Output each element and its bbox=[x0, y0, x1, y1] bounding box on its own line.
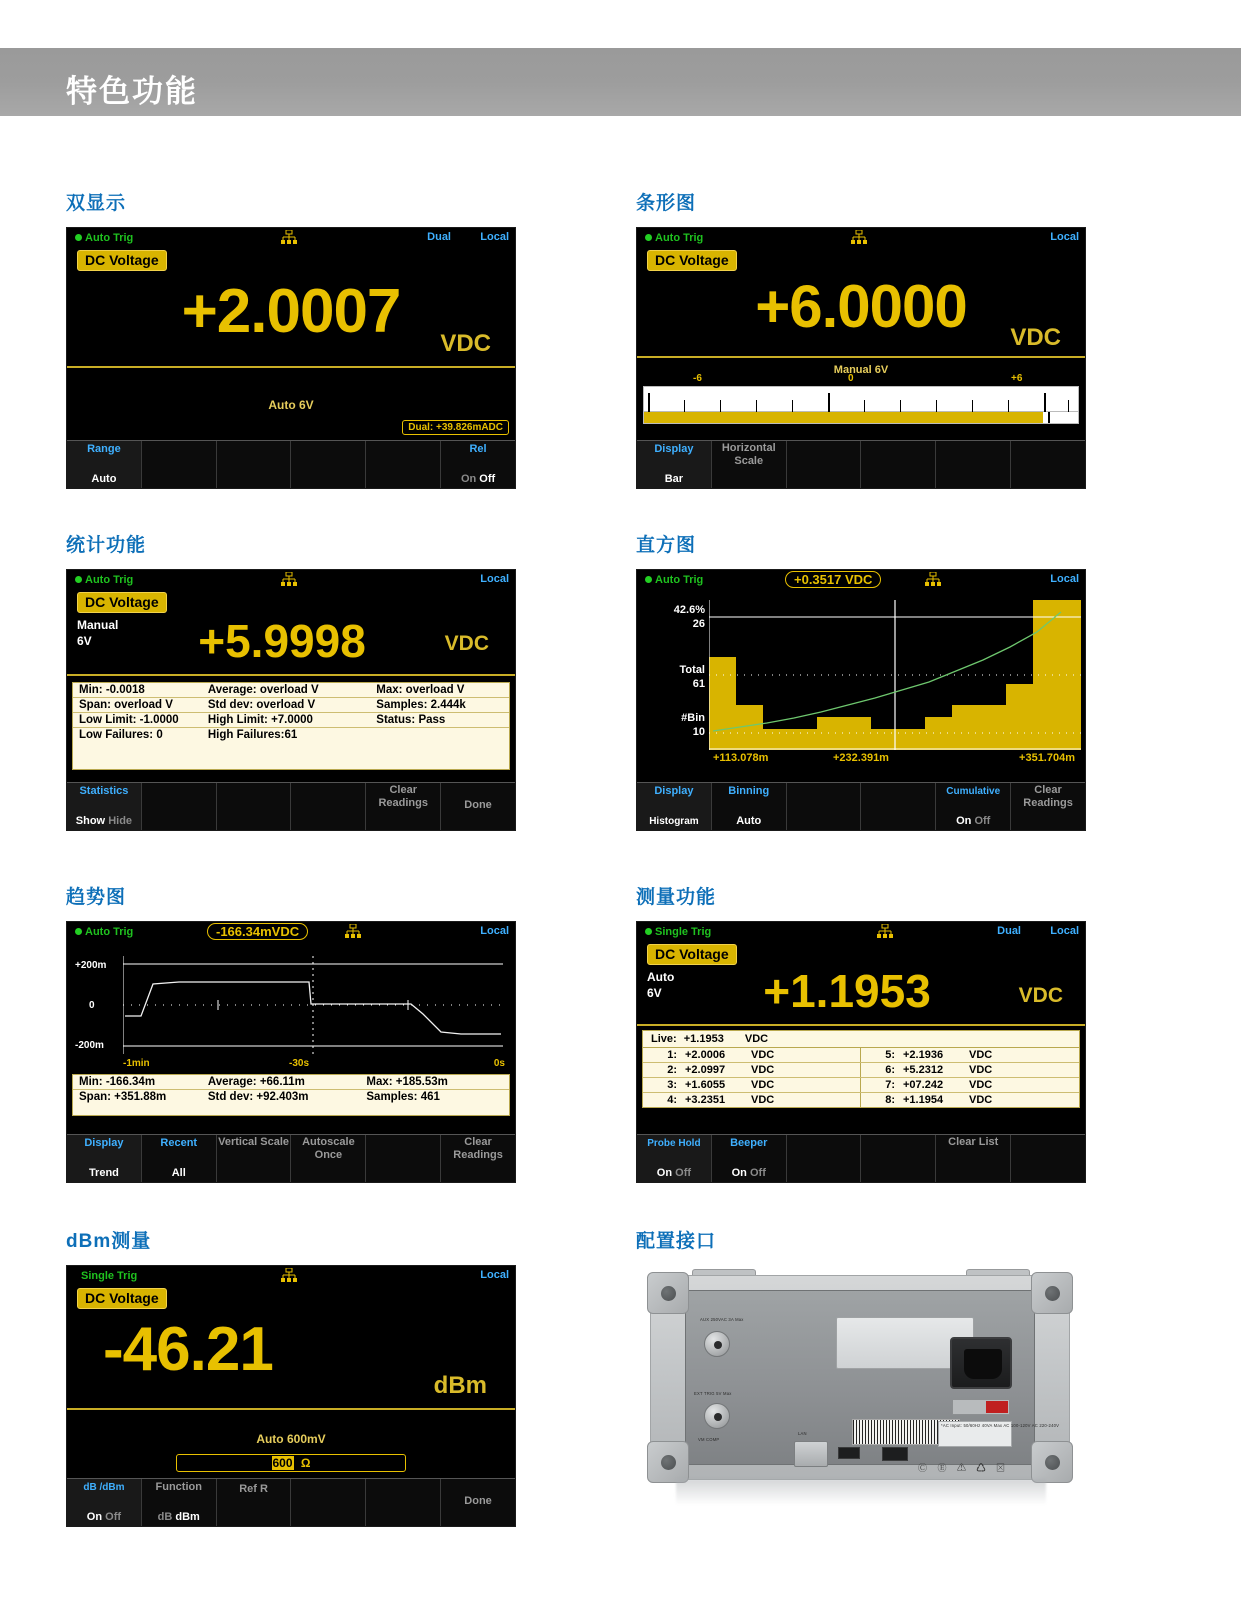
softkey-recent-label: Recent bbox=[160, 1137, 198, 1149]
softkey-cumulative-on: On bbox=[956, 815, 972, 827]
softkey-cumulative[interactable] bbox=[936, 783, 1011, 830]
trigger-led-icon bbox=[75, 928, 82, 935]
trend-average: Average: +66.11m bbox=[207, 1076, 305, 1088]
softkey-recent[interactable] bbox=[142, 1135, 217, 1182]
feature-block-dual-display bbox=[66, 188, 516, 489]
primary-unit: VDC bbox=[440, 330, 491, 357]
measurement-cell bbox=[861, 1048, 1079, 1062]
trend-stats-table bbox=[72, 1074, 510, 1116]
ac-rating-label bbox=[938, 1421, 1060, 1447]
row-unit: VDC bbox=[751, 1094, 775, 1106]
ref-resistance-value: 600 bbox=[272, 1456, 293, 1470]
block-title-dual-display: 双显示 bbox=[66, 193, 127, 214]
softkey-empty-6[interactable] bbox=[1011, 1135, 1085, 1182]
softkey-clear-readings-label: Clear Readings bbox=[378, 784, 428, 809]
instrument-chassis bbox=[650, 1275, 1070, 1480]
softkey-db-dbm-off: Off bbox=[105, 1511, 122, 1523]
network-icon bbox=[877, 924, 893, 939]
primary-reading: +1.1953 bbox=[763, 965, 931, 1017]
softkey-empty-3[interactable] bbox=[787, 441, 862, 488]
softkey-empty-2[interactable] bbox=[142, 441, 217, 488]
trend-y-label-bot: -200m bbox=[75, 1040, 104, 1051]
softkey-bar bbox=[67, 1478, 515, 1526]
trigger-mode-label: Auto Trig bbox=[85, 573, 134, 586]
row-value: +3.2351 bbox=[685, 1094, 726, 1106]
trend-plot bbox=[123, 956, 503, 1054]
softkey-horizontal-scale[interactable] bbox=[712, 441, 787, 488]
usb-device-port bbox=[838, 1447, 860, 1459]
primary-reading: +2.0007 bbox=[181, 277, 401, 346]
softkey-clear-readings[interactable] bbox=[441, 1135, 515, 1182]
function-tag: DC Voltage bbox=[77, 592, 167, 613]
softkey-statistics-value bbox=[67, 815, 141, 827]
ref-resistance-input[interactable] bbox=[176, 1454, 406, 1472]
local-indicator-label: Local bbox=[480, 1269, 509, 1281]
local-indicator-label: Local bbox=[480, 573, 509, 585]
histogram-bin-value: 10 bbox=[692, 726, 705, 738]
local-indicator-label: Local bbox=[1050, 231, 1079, 243]
network-icon bbox=[281, 572, 297, 587]
trend-y-label-mid: 0 bbox=[89, 1000, 95, 1011]
softkey-empty-3[interactable] bbox=[787, 1135, 862, 1182]
block-title-trend: 趋势图 bbox=[66, 887, 127, 908]
row-index: 7: bbox=[885, 1079, 895, 1091]
softkey-clear-readings-label: Clear Readings bbox=[1023, 784, 1073, 809]
histogram-x-label-max: +351.704m bbox=[1019, 752, 1075, 764]
softkey-empty-3[interactable] bbox=[217, 441, 292, 488]
stats-samples: Samples: 2.444k bbox=[376, 699, 466, 711]
softkey-hide: Hide bbox=[108, 815, 133, 827]
row-unit: VDC bbox=[969, 1079, 993, 1091]
softkey-beeper-off: Off bbox=[749, 1167, 766, 1179]
histogram-bin-label: #Bin bbox=[681, 712, 705, 724]
softkey-display[interactable] bbox=[637, 441, 712, 488]
measurement-cell bbox=[643, 1093, 861, 1107]
softkey-recent-value: All bbox=[171, 1167, 186, 1179]
stats-row bbox=[73, 698, 509, 713]
network-icon bbox=[345, 924, 361, 939]
measurement-cell bbox=[643, 1078, 861, 1092]
row-value: +2.0997 bbox=[685, 1064, 726, 1076]
function-tag: DC Voltage bbox=[647, 944, 737, 965]
trigger-led-icon bbox=[645, 576, 652, 583]
trigger-led-icon bbox=[645, 928, 652, 935]
lan-label: LAN bbox=[798, 1431, 807, 1436]
softkey-db-dbm-value bbox=[67, 1511, 141, 1523]
softkey-bar bbox=[67, 782, 515, 830]
softkey-range[interactable] bbox=[67, 441, 142, 488]
ext-trig-label: EXT TRIG 5V Max bbox=[694, 1391, 732, 1396]
softkey-empty-2[interactable] bbox=[142, 783, 217, 830]
block-title-rear-panel: 配置接口 bbox=[636, 1231, 717, 1252]
ac-rating-text: *AC Input: 50/60Hz 40VA Max AC 100-120V AC 220-240V bbox=[941, 1423, 1060, 1428]
trigger-mode-label: Auto Trig bbox=[85, 231, 134, 244]
row-unit: VDC bbox=[751, 1079, 775, 1091]
bumper-top-right bbox=[1031, 1272, 1073, 1314]
softkey-probe-hold-off: Off bbox=[675, 1167, 692, 1179]
trigger-mode-label: Single Trig bbox=[81, 1269, 138, 1282]
histogram-center-reading: +0.3517 VDC bbox=[785, 571, 881, 588]
histogram-total-value: 61 bbox=[692, 678, 705, 690]
primary-unit: VDC bbox=[1018, 984, 1063, 1007]
network-icon bbox=[925, 572, 941, 587]
function-tag: DC Voltage bbox=[77, 1288, 167, 1309]
bar-tick-label-min: -6 bbox=[693, 373, 702, 384]
trend-max: Max: +185.53m bbox=[366, 1076, 448, 1088]
range-label: Auto 600mV bbox=[256, 1432, 326, 1446]
softkey-empty-5[interactable] bbox=[936, 441, 1011, 488]
softkey-probe-hold-on: On bbox=[656, 1167, 673, 1179]
softkey-clear-readings[interactable] bbox=[1011, 783, 1085, 830]
block-title-histogram: 直方图 bbox=[636, 535, 697, 556]
softkey-empty-5[interactable] bbox=[366, 441, 441, 488]
softkey-function-label: Function bbox=[155, 1481, 202, 1493]
primary-unit: dBm bbox=[433, 1372, 487, 1399]
bumper-bottom-left bbox=[647, 1441, 689, 1483]
bar-graph-bar bbox=[643, 412, 1079, 424]
stats-row bbox=[73, 683, 509, 698]
local-indicator-label: Local bbox=[480, 231, 509, 243]
softkey-horizontal-scale-label: Horizontal Scale bbox=[721, 442, 776, 467]
trend-x-label-right: 0s bbox=[493, 1058, 505, 1069]
softkey-empty-4[interactable] bbox=[861, 1135, 936, 1182]
stats-row bbox=[73, 1075, 509, 1090]
function-tag: DC Voltage bbox=[77, 250, 167, 271]
feature-block-histogram bbox=[636, 530, 1086, 831]
softkey-range-label: Range bbox=[87, 443, 121, 455]
row-unit: VDC bbox=[969, 1064, 993, 1076]
primary-reading: -46.21 bbox=[103, 1315, 273, 1384]
row-value: +2.0006 bbox=[685, 1049, 726, 1061]
trigger-mode-label: Auto Trig bbox=[655, 573, 704, 586]
softkey-rel[interactable] bbox=[441, 441, 515, 488]
softkey-bar bbox=[67, 440, 515, 488]
vm-comp-bnc-icon bbox=[704, 1403, 730, 1429]
dmm-screen-measure bbox=[636, 921, 1086, 1183]
softkey-probe-hold[interactable] bbox=[637, 1135, 712, 1182]
dual-indicator-label: Dual bbox=[427, 231, 451, 243]
row-index: 8: bbox=[885, 1094, 895, 1106]
bar-graph bbox=[643, 373, 1079, 424]
row-unit: VDC bbox=[751, 1049, 775, 1061]
row-value: +07.242 bbox=[903, 1079, 944, 1091]
vm-comp-label: VM COMP bbox=[698, 1437, 720, 1442]
softkey-beeper-value bbox=[712, 1167, 786, 1179]
softkey-done-label: Done bbox=[464, 1495, 492, 1507]
softkey-display-label: Display bbox=[84, 1137, 124, 1149]
stats-status: Status: Pass bbox=[376, 714, 446, 726]
histogram-y-top-count: 26 bbox=[692, 618, 705, 630]
block-title-measure: 测量功能 bbox=[636, 887, 717, 908]
softkey-ref-r[interactable] bbox=[217, 1479, 292, 1526]
softkey-bar bbox=[67, 1134, 515, 1182]
range-mode-label: Manual bbox=[77, 618, 119, 632]
stats-max: Max: overload V bbox=[376, 684, 465, 696]
trend-min: Min: -166.34m bbox=[79, 1076, 156, 1088]
bumper-bottom-right bbox=[1031, 1441, 1073, 1483]
range-value-label: 6V bbox=[647, 986, 662, 1000]
stats-high-limit: High Limit: +7.0000 bbox=[207, 714, 313, 726]
measurement-live-value: +1.1953 bbox=[683, 1033, 724, 1045]
softkey-vertical-scale-label: Vertical Scale bbox=[218, 1136, 290, 1148]
stats-min: Min: -0.0018 bbox=[79, 684, 145, 696]
row-index: 1: bbox=[667, 1049, 677, 1061]
bar-tick-label-mid: 0 bbox=[848, 373, 854, 384]
trend-stddev: Std dev: +92.403m bbox=[207, 1091, 309, 1103]
stats-low-failures: Low Failures: 0 bbox=[79, 729, 163, 741]
row-value: +1.1954 bbox=[903, 1094, 944, 1106]
softkey-empty-4[interactable] bbox=[861, 783, 936, 830]
local-indicator-label: Local bbox=[1050, 573, 1079, 585]
softkey-display-value: Bar bbox=[664, 473, 684, 485]
softkey-binning-value: Auto bbox=[736, 815, 762, 827]
measurement-list bbox=[642, 1030, 1080, 1108]
histogram-x-label-min: +113.078m bbox=[713, 752, 769, 764]
trigger-led-icon bbox=[75, 234, 82, 241]
bar-scale-title: Manual 6V bbox=[833, 364, 889, 376]
softkey-autoscale-once[interactable] bbox=[291, 1135, 366, 1182]
softkey-empty-3[interactable] bbox=[787, 783, 862, 830]
table-row bbox=[643, 1093, 1079, 1107]
softkey-done[interactable] bbox=[441, 1479, 515, 1526]
ac-power-inlet bbox=[950, 1337, 1012, 1389]
softkey-empty-4[interactable] bbox=[291, 441, 366, 488]
photo-reflection bbox=[676, 1479, 1046, 1505]
dmm-screen-bar-graph bbox=[636, 227, 1086, 489]
softkey-empty-5[interactable] bbox=[366, 1135, 441, 1182]
softkey-db-dbm[interactable] bbox=[67, 1479, 142, 1526]
softkey-empty-4[interactable] bbox=[861, 441, 936, 488]
measurement-cell bbox=[861, 1078, 1079, 1092]
bumper-top-left bbox=[647, 1272, 689, 1314]
softkey-probe-hold-value bbox=[637, 1167, 711, 1179]
histogram-y-top-percent: 42.6% bbox=[673, 604, 705, 616]
primary-unit: VDC bbox=[1010, 324, 1061, 351]
feature-block-statistics bbox=[66, 530, 516, 831]
measurement-live-unit: VDC bbox=[744, 1033, 769, 1045]
softkey-empty-5[interactable] bbox=[366, 1479, 441, 1526]
softkey-statistics[interactable] bbox=[67, 783, 142, 830]
trend-center-reading: -166.34mVDC bbox=[207, 923, 308, 940]
measurement-live-label: Live: bbox=[651, 1033, 677, 1045]
softkey-clear-readings[interactable] bbox=[366, 783, 441, 830]
aux-terminal-icon bbox=[704, 1331, 730, 1357]
softkey-function-dbm: dBm bbox=[175, 1511, 200, 1523]
softkey-display[interactable] bbox=[67, 1135, 142, 1182]
softkey-display-value: Trend bbox=[88, 1167, 119, 1179]
row-index: 2: bbox=[667, 1064, 677, 1076]
row-index: 3: bbox=[667, 1079, 677, 1091]
dmm-screen-dual-display bbox=[66, 227, 516, 489]
stats-high-failures: High Failures:61 bbox=[207, 729, 298, 741]
measurement-cell bbox=[643, 1063, 861, 1077]
range-label: Auto 6V bbox=[268, 398, 314, 412]
voltage-selector-switch bbox=[986, 1401, 1008, 1413]
network-icon bbox=[281, 1268, 297, 1283]
softkey-display-label: Display bbox=[654, 443, 694, 455]
row-value: +5.2312 bbox=[903, 1064, 944, 1076]
stats-row bbox=[73, 728, 509, 742]
softkey-display-label: Display bbox=[654, 785, 694, 797]
row-index: 6: bbox=[885, 1064, 895, 1076]
softkey-bar bbox=[637, 782, 1085, 830]
softkey-empty-3[interactable] bbox=[217, 783, 292, 830]
trend-x-label-left: -1min bbox=[123, 1058, 150, 1069]
dual-indicator-label: Dual bbox=[997, 925, 1021, 937]
softkey-display-value: Histogram bbox=[649, 816, 699, 827]
page-title: 特色功能 bbox=[66, 74, 198, 109]
lan-port bbox=[794, 1441, 828, 1467]
dmm-screen-statistics bbox=[66, 569, 516, 831]
trend-y-label-top: +200m bbox=[75, 960, 107, 971]
dmm-screen-dbm bbox=[66, 1265, 516, 1527]
trend-samples: Samples: 461 bbox=[366, 1091, 440, 1103]
table-row bbox=[643, 1048, 1079, 1063]
stats-row bbox=[73, 1090, 509, 1104]
network-icon bbox=[281, 230, 297, 245]
table-row bbox=[643, 1078, 1079, 1093]
softkey-beeper-label: Beeper bbox=[730, 1137, 768, 1149]
primary-reading: +6.0000 bbox=[755, 273, 967, 340]
softkey-empty-4[interactable] bbox=[291, 783, 366, 830]
softkey-cumulative-value bbox=[936, 815, 1010, 827]
local-indicator-label: Local bbox=[480, 925, 509, 937]
histogram-plot bbox=[709, 600, 1081, 750]
feature-block-measure bbox=[636, 882, 1086, 1183]
softkey-rel-off: Off bbox=[479, 473, 496, 485]
statistics-table bbox=[72, 682, 510, 770]
certification-marks: Ⓒ Ⓔ ⚠ ♺ ⊠ bbox=[918, 1463, 1010, 1473]
block-title-bar-graph: 条形图 bbox=[636, 193, 697, 214]
rear-panel-plate bbox=[685, 1290, 1060, 1473]
measurement-cell bbox=[861, 1063, 1079, 1077]
softkey-done-label: Done bbox=[464, 799, 492, 811]
softkey-empty-4[interactable] bbox=[291, 1479, 366, 1526]
softkey-clear-list-label: Clear List bbox=[948, 1136, 999, 1148]
row-unit: VDC bbox=[969, 1094, 993, 1106]
softkey-bar bbox=[637, 1134, 1085, 1182]
softkey-function-value bbox=[142, 1511, 216, 1523]
softkey-cumulative-off: Off bbox=[974, 815, 991, 827]
softkey-function-db: dB bbox=[157, 1511, 173, 1523]
softkey-beeper[interactable] bbox=[712, 1135, 787, 1182]
stats-low-limit: Low Limit: -1.0000 bbox=[79, 714, 179, 726]
softkey-vertical-scale[interactable] bbox=[217, 1135, 292, 1182]
softkey-done[interactable] bbox=[441, 783, 515, 830]
trigger-led-icon bbox=[75, 576, 82, 583]
row-unit: VDC bbox=[751, 1064, 775, 1076]
softkey-clear-readings-label: Clear Readings bbox=[453, 1136, 503, 1161]
range-value-label: 6V bbox=[77, 634, 92, 648]
trigger-mode-label: Auto Trig bbox=[85, 925, 134, 938]
measurement-cell bbox=[643, 1048, 861, 1062]
dmm-screen-histogram bbox=[636, 569, 1086, 831]
softkey-rel-value bbox=[441, 473, 515, 485]
feature-block-bar-graph bbox=[636, 188, 1086, 489]
softkey-bar bbox=[637, 440, 1085, 488]
softkey-empty-6[interactable] bbox=[1011, 441, 1085, 488]
row-index: 4: bbox=[667, 1094, 677, 1106]
trend-span: Span: +351.88m bbox=[79, 1091, 167, 1103]
usb-host-port bbox=[882, 1447, 908, 1461]
softkey-rel-on: On bbox=[460, 473, 477, 485]
feature-block-rear-panel bbox=[636, 1226, 1086, 1527]
block-title-dbm: dBm测量 bbox=[66, 1231, 152, 1252]
bar-graph-scale bbox=[643, 386, 1079, 412]
secondary-reading: Dual: +39.826mADC bbox=[402, 420, 509, 435]
dmm-screen-trend bbox=[66, 921, 516, 1183]
network-icon bbox=[851, 230, 867, 245]
aux-terminal-label: AUX 250VAC 3A Max bbox=[700, 1317, 744, 1322]
softkey-show: Show bbox=[75, 815, 106, 827]
row-index: 5: bbox=[885, 1049, 895, 1061]
softkey-ref-r-label: Ref R bbox=[239, 1483, 268, 1495]
measurement-live-row bbox=[643, 1031, 1079, 1048]
softkey-beeper-on: On bbox=[731, 1167, 747, 1179]
softkey-probe-hold-label: Probe Hold bbox=[647, 1138, 701, 1149]
softkey-rel-label: Rel bbox=[469, 443, 487, 455]
bar-tick-label-max: +6 bbox=[1011, 373, 1023, 384]
feature-block-trend bbox=[66, 882, 516, 1183]
stats-stddev: Std dev: overload V bbox=[207, 699, 316, 711]
stats-row bbox=[73, 713, 509, 728]
primary-reading: +5.9998 bbox=[198, 615, 366, 667]
function-tag: DC Voltage bbox=[647, 250, 737, 271]
softkey-db-dbm-label: dB /dBm bbox=[83, 1482, 125, 1493]
range-mode-label: Auto bbox=[647, 970, 675, 984]
feature-block-dbm bbox=[66, 1226, 516, 1527]
block-title-statistics: 统计功能 bbox=[66, 535, 147, 556]
softkey-binning[interactable] bbox=[712, 783, 787, 830]
softkey-autoscale-once-label: Autoscale Once bbox=[302, 1136, 355, 1161]
softkey-range-value: Auto bbox=[91, 473, 117, 485]
local-indicator-label: Local bbox=[1050, 925, 1079, 937]
trigger-led-icon bbox=[645, 234, 652, 241]
row-value: +2.1936 bbox=[903, 1049, 944, 1061]
softkey-binning-label: Binning bbox=[728, 785, 770, 797]
softkey-function[interactable] bbox=[142, 1479, 217, 1526]
softkey-statistics-label: Statistics bbox=[79, 785, 129, 797]
rear-panel-photo bbox=[636, 1265, 1086, 1527]
measurement-cell bbox=[861, 1093, 1079, 1107]
softkey-cumulative-label: Cumulative bbox=[946, 786, 1001, 797]
softkey-db-dbm-on: On bbox=[86, 1511, 103, 1523]
primary-unit: VDC bbox=[444, 632, 489, 655]
stats-span: Span: overload V bbox=[79, 699, 173, 711]
table-row bbox=[643, 1063, 1079, 1078]
ref-resistance-unit: Ω bbox=[300, 1456, 311, 1470]
histogram-total-label: Total bbox=[679, 664, 705, 676]
trigger-mode-label: Auto Trig bbox=[655, 231, 704, 244]
softkey-clear-list[interactable] bbox=[936, 1135, 1011, 1182]
trend-x-label-mid: -30s bbox=[289, 1058, 310, 1069]
row-value: +1.6055 bbox=[685, 1079, 726, 1091]
histogram-x-label-mid: +232.391m bbox=[833, 752, 889, 764]
trigger-mode-label: Single Trig bbox=[655, 925, 712, 938]
stats-average: Average: overload V bbox=[207, 684, 319, 696]
softkey-display[interactable] bbox=[637, 783, 712, 830]
row-unit: VDC bbox=[969, 1049, 993, 1061]
